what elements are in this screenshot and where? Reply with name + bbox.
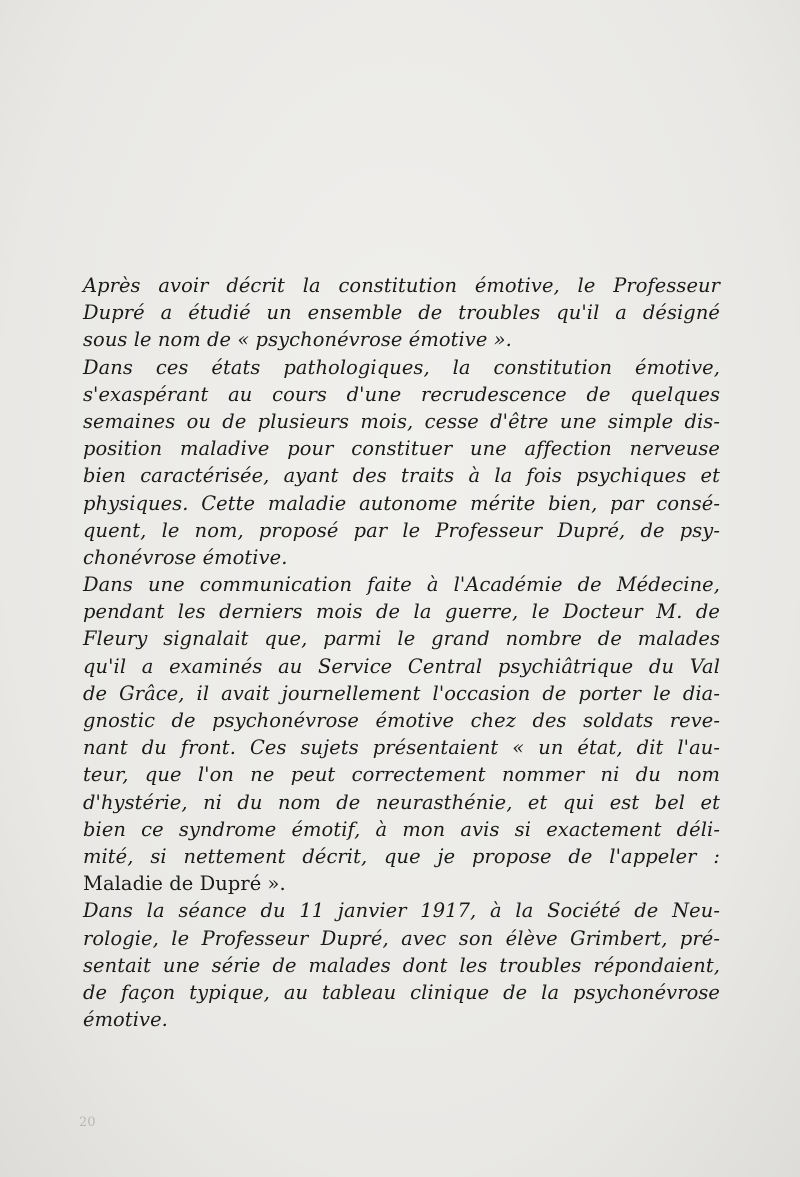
text-line: s'exaspérant au cours d'une recrudescence de quelques — [83, 382, 720, 406]
text-line: mité, si nettement décrit, que je propose de l'appeler : — [83, 844, 720, 868]
text-line: de façon typique, au tableau clinique de la psychonévrose — [83, 980, 720, 1004]
page-folio: 20 — [79, 1115, 96, 1130]
text-line: chonévrose émotive. — [83, 545, 288, 569]
text-line: sous le nom de « psychonévrose émotive ». — [83, 328, 512, 352]
text-line: position maladive pour constituer une affection nerveuse — [83, 437, 720, 461]
text-line: bien ce syndrome émotif, à mon avis si exactement déli- — [83, 817, 720, 841]
text-line: Dans la séance du 11 janvier 1917, à la Société de Neu- — [83, 899, 720, 923]
text-line: d'hystérie, ni du nom de neurasthénie, et qui est bel et — [83, 790, 720, 814]
text-line: sentait une série de malades dont les troubles répondaient, — [83, 953, 720, 977]
text-line: Après avoir décrit la constitution émotive, le Professeur — [83, 274, 720, 297]
text-line: pendant les derniers mois de la guerre, le Docteur M. de — [83, 600, 720, 624]
text-line: Dupré a étudié un ensemble de troubles qu'il a désigné — [83, 301, 720, 325]
text-line: Maladie de Dupré ». — [83, 872, 286, 896]
text-line: émotive. — [83, 1008, 168, 1032]
text-line: gnostic de psychonévrose émotive chez des soldats reve- — [83, 709, 720, 732]
text-line: qu'il a examinés au Service Central psychiâtrique du Val — [83, 654, 720, 678]
text-line: semaines ou de plusieurs mois, cesse d'être une simple dis- — [83, 409, 720, 433]
text-line: teur, que l'on ne peut correctement nommer ni du nom — [83, 763, 720, 787]
text-line: de Grâce, il avait journellement l'occasion de porter le dia- — [83, 681, 720, 705]
text-line: nant du front. Ces sujets présentaient « un état, dit l'au- — [83, 736, 720, 760]
text-line: bien caractérisée, ayant des traits à la fois psychiques et — [83, 464, 720, 488]
text-line: Dans une communication faite à l'Académie de Médecine, — [83, 573, 720, 597]
text-line: Fleury signalait que, parmi le grand nombre de malades — [83, 627, 720, 651]
text-line: rologie, le Professeur Dupré, avec son élève Grimbert, pré- — [83, 926, 720, 950]
body-text — [83, 272, 720, 1033]
text-line: Dans ces états pathologiques, la constitution émotive, — [83, 355, 720, 379]
text-line: quent, le nom, proposé par le Professeur Dupré, de psy- — [83, 518, 720, 542]
text-line: physiques. Cette maladie autonome mérite bien, par consé- — [83, 491, 720, 515]
